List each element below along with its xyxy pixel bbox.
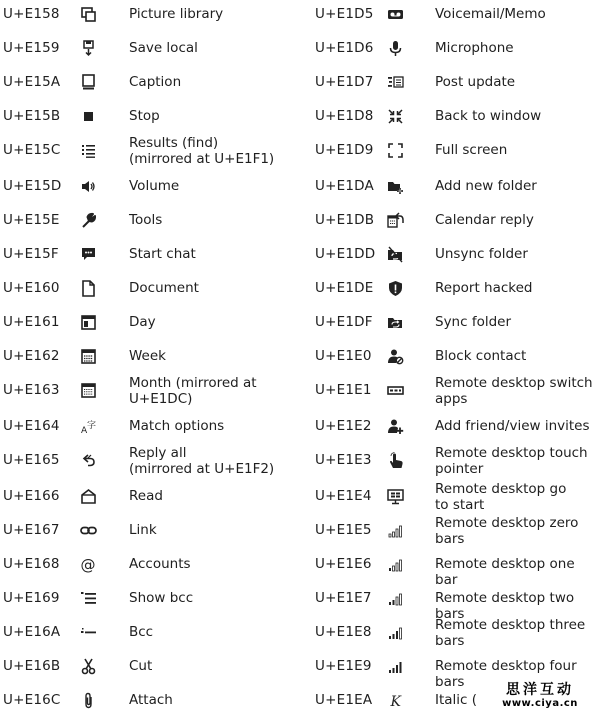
glyph-name: Show bcc [129, 590, 194, 606]
stop-icon [80, 108, 97, 125]
glyph-name: Tools [129, 212, 163, 228]
italic-icon [387, 692, 404, 709]
glyph-code: U+E168 [3, 556, 60, 572]
glyph-code: U+E1D6 [315, 40, 374, 56]
glyph-name: Add new folder [435, 178, 537, 194]
glyph-code: U+E15E [3, 212, 60, 228]
cut-icon [80, 658, 97, 675]
glyph-code: U+E15F [3, 246, 59, 262]
glyph-code: U+E1E8 [315, 624, 372, 640]
glyph-name: Picture library [129, 6, 224, 22]
glyph-code: U+E167 [3, 522, 60, 538]
save-local-icon [80, 40, 97, 57]
glyph-code: U+E1DB [315, 212, 375, 228]
glyph-name: Calendar reply [435, 212, 534, 228]
glyph-name: Remote desktop go to start [435, 481, 567, 513]
show-bcc-icon [80, 590, 97, 607]
glyph-code: U+E1E3 [315, 452, 372, 468]
glyph-name: Month (mirrored at U+E1DC) [129, 375, 257, 407]
glyph-name: Day [129, 314, 156, 330]
glyph-code: U+E16C [3, 692, 61, 708]
glyph-code: U+E15B [3, 108, 61, 124]
glyph-code: U+E163 [3, 382, 60, 398]
add-friend-icon [387, 418, 404, 435]
watermark [486, 683, 594, 713]
zero-bars-icon [387, 522, 404, 539]
glyph-name: Unsync folder [435, 246, 528, 262]
glyph-code: U+E1E5 [315, 522, 372, 538]
glyph-code: U+E161 [3, 314, 60, 330]
watermark-line-1: 思洋互动 [506, 682, 574, 698]
glyph-code: U+E1E0 [315, 348, 372, 364]
attach-icon [80, 692, 97, 709]
svg-text:@: @ [80, 556, 96, 573]
caption-icon [80, 74, 97, 91]
watermark-line-2: www.ciya.cn [502, 698, 578, 709]
svg-text:A: A [81, 426, 88, 435]
glyph-code: U+E1DD [315, 246, 376, 262]
glyph-name: Save local [129, 40, 198, 56]
touch-pointer-icon [387, 452, 404, 469]
start-chat-icon [80, 246, 97, 263]
glyph-name: Accounts [129, 556, 191, 572]
glyph-code: U+E1E9 [315, 658, 372, 674]
glyph-name: Italic ( [435, 692, 478, 708]
glyph-code: U+E160 [3, 280, 60, 296]
glyph-name: Remote desktop two bars [435, 590, 575, 622]
week-icon [80, 348, 97, 365]
glyph-code: U+E1E7 [315, 590, 372, 606]
glyph-code: U+E15C [3, 142, 61, 158]
four-bars-icon [387, 658, 404, 675]
remote-switch-apps-icon [387, 382, 404, 399]
month-icon [80, 382, 97, 399]
glyph-name: Bcc [129, 624, 154, 640]
three-bars-icon [387, 624, 404, 641]
results-find-icon [80, 142, 97, 159]
full-screen-icon [387, 142, 404, 159]
glyph-name: Microphone [435, 40, 514, 56]
tools-icon [80, 212, 97, 229]
glyph-code: U+E159 [3, 40, 60, 56]
svg-text:字: 字 [87, 421, 97, 431]
glyph-name: Remote desktop switch apps [435, 375, 593, 407]
glyph-name: Attach [129, 692, 173, 708]
block-contact-icon [387, 348, 404, 365]
picture-library-icon [80, 6, 97, 23]
glyph-name: Results (find) (mirrored at U+E1F1) [129, 135, 275, 167]
report-hacked-icon [387, 280, 404, 297]
calendar-reply-icon [387, 212, 404, 229]
link-icon [80, 522, 97, 539]
microphone-icon [387, 40, 404, 57]
glyph-name: Document [129, 280, 199, 296]
glyph-name: Add friend/view invites [435, 418, 590, 434]
glyph-code: U+E1E2 [315, 418, 372, 434]
glyph-code: U+E165 [3, 452, 60, 468]
glyph-name: Sync folder [435, 314, 512, 330]
glyph-code: U+E1E1 [315, 382, 372, 398]
glyph-code: U+E158 [3, 6, 60, 22]
glyph-name: Read [129, 488, 163, 504]
post-update-icon [387, 74, 404, 91]
glyph-code: U+E1D7 [315, 74, 374, 90]
svg-text:K: K [390, 694, 401, 709]
glyph-code: U+E1DA [315, 178, 374, 194]
sync-folder-icon [387, 314, 404, 331]
glyph-code: U+E166 [3, 488, 60, 504]
read-icon [80, 488, 97, 505]
reply-all-icon [80, 452, 97, 469]
glyph-name: Cut [129, 658, 153, 674]
glyph-code: U+E15A [3, 74, 61, 90]
glyph-name: Link [129, 522, 157, 538]
glyph-name: Caption [129, 74, 182, 90]
glyph-name: Reply all (mirrored at U+E1F2) [129, 445, 275, 477]
glyph-name: Remote desktop zero bars [435, 515, 579, 547]
glyph-name: Match options [129, 418, 225, 434]
glyph-name: Full screen [435, 142, 508, 158]
accounts-icon [80, 556, 97, 573]
glyph-name: Block contact [435, 348, 527, 364]
glyph-name: Week [129, 348, 166, 364]
glyph-name: Report hacked [435, 280, 533, 296]
glyph-code: U+E1D8 [315, 108, 374, 124]
glyph-name: Remote desktop three bars [435, 617, 586, 649]
glyph-name: Remote desktop four bars [435, 658, 577, 690]
glyph-code: U+E1DE [315, 280, 374, 296]
glyph-code: U+E162 [3, 348, 60, 364]
glyph-code: U+E1EA [315, 692, 373, 708]
voicemail-icon [387, 6, 404, 23]
glyph-name: Remote desktop one bar [435, 556, 575, 588]
day-icon [80, 314, 97, 331]
glyph-name: Volume [129, 178, 180, 194]
glyph-name: Remote desktop touch pointer [435, 445, 588, 477]
glyph-code: U+E15D [3, 178, 62, 194]
go-to-start-icon [387, 488, 404, 505]
document-icon [80, 280, 97, 297]
glyph-code: U+E1D5 [315, 6, 374, 22]
glyph-name: Post update [435, 74, 516, 90]
unsync-folder-icon [387, 246, 404, 263]
two-bars-icon [387, 590, 404, 607]
glyph-name: Back to window [435, 108, 542, 124]
glyph-name: Stop [129, 108, 160, 124]
match-options-icon [80, 418, 97, 435]
back-to-window-icon [387, 108, 404, 125]
glyph-code: U+E16B [3, 658, 61, 674]
glyph-code: U+E1E6 [315, 556, 372, 572]
glyph-name: Start chat [129, 246, 196, 262]
glyph-name: Voicemail/Memo [435, 6, 546, 22]
glyph-code: U+E164 [3, 418, 60, 434]
glyph-code: U+E1E4 [315, 488, 372, 504]
add-new-folder-icon [387, 178, 404, 195]
bcc-icon [80, 624, 97, 641]
one-bar-icon [387, 556, 404, 573]
glyph-code: U+E1D9 [315, 142, 374, 158]
glyph-code: U+E169 [3, 590, 60, 606]
glyph-code: U+E1DF [315, 314, 373, 330]
volume-icon [80, 178, 97, 195]
glyph-code: U+E16A [3, 624, 61, 640]
